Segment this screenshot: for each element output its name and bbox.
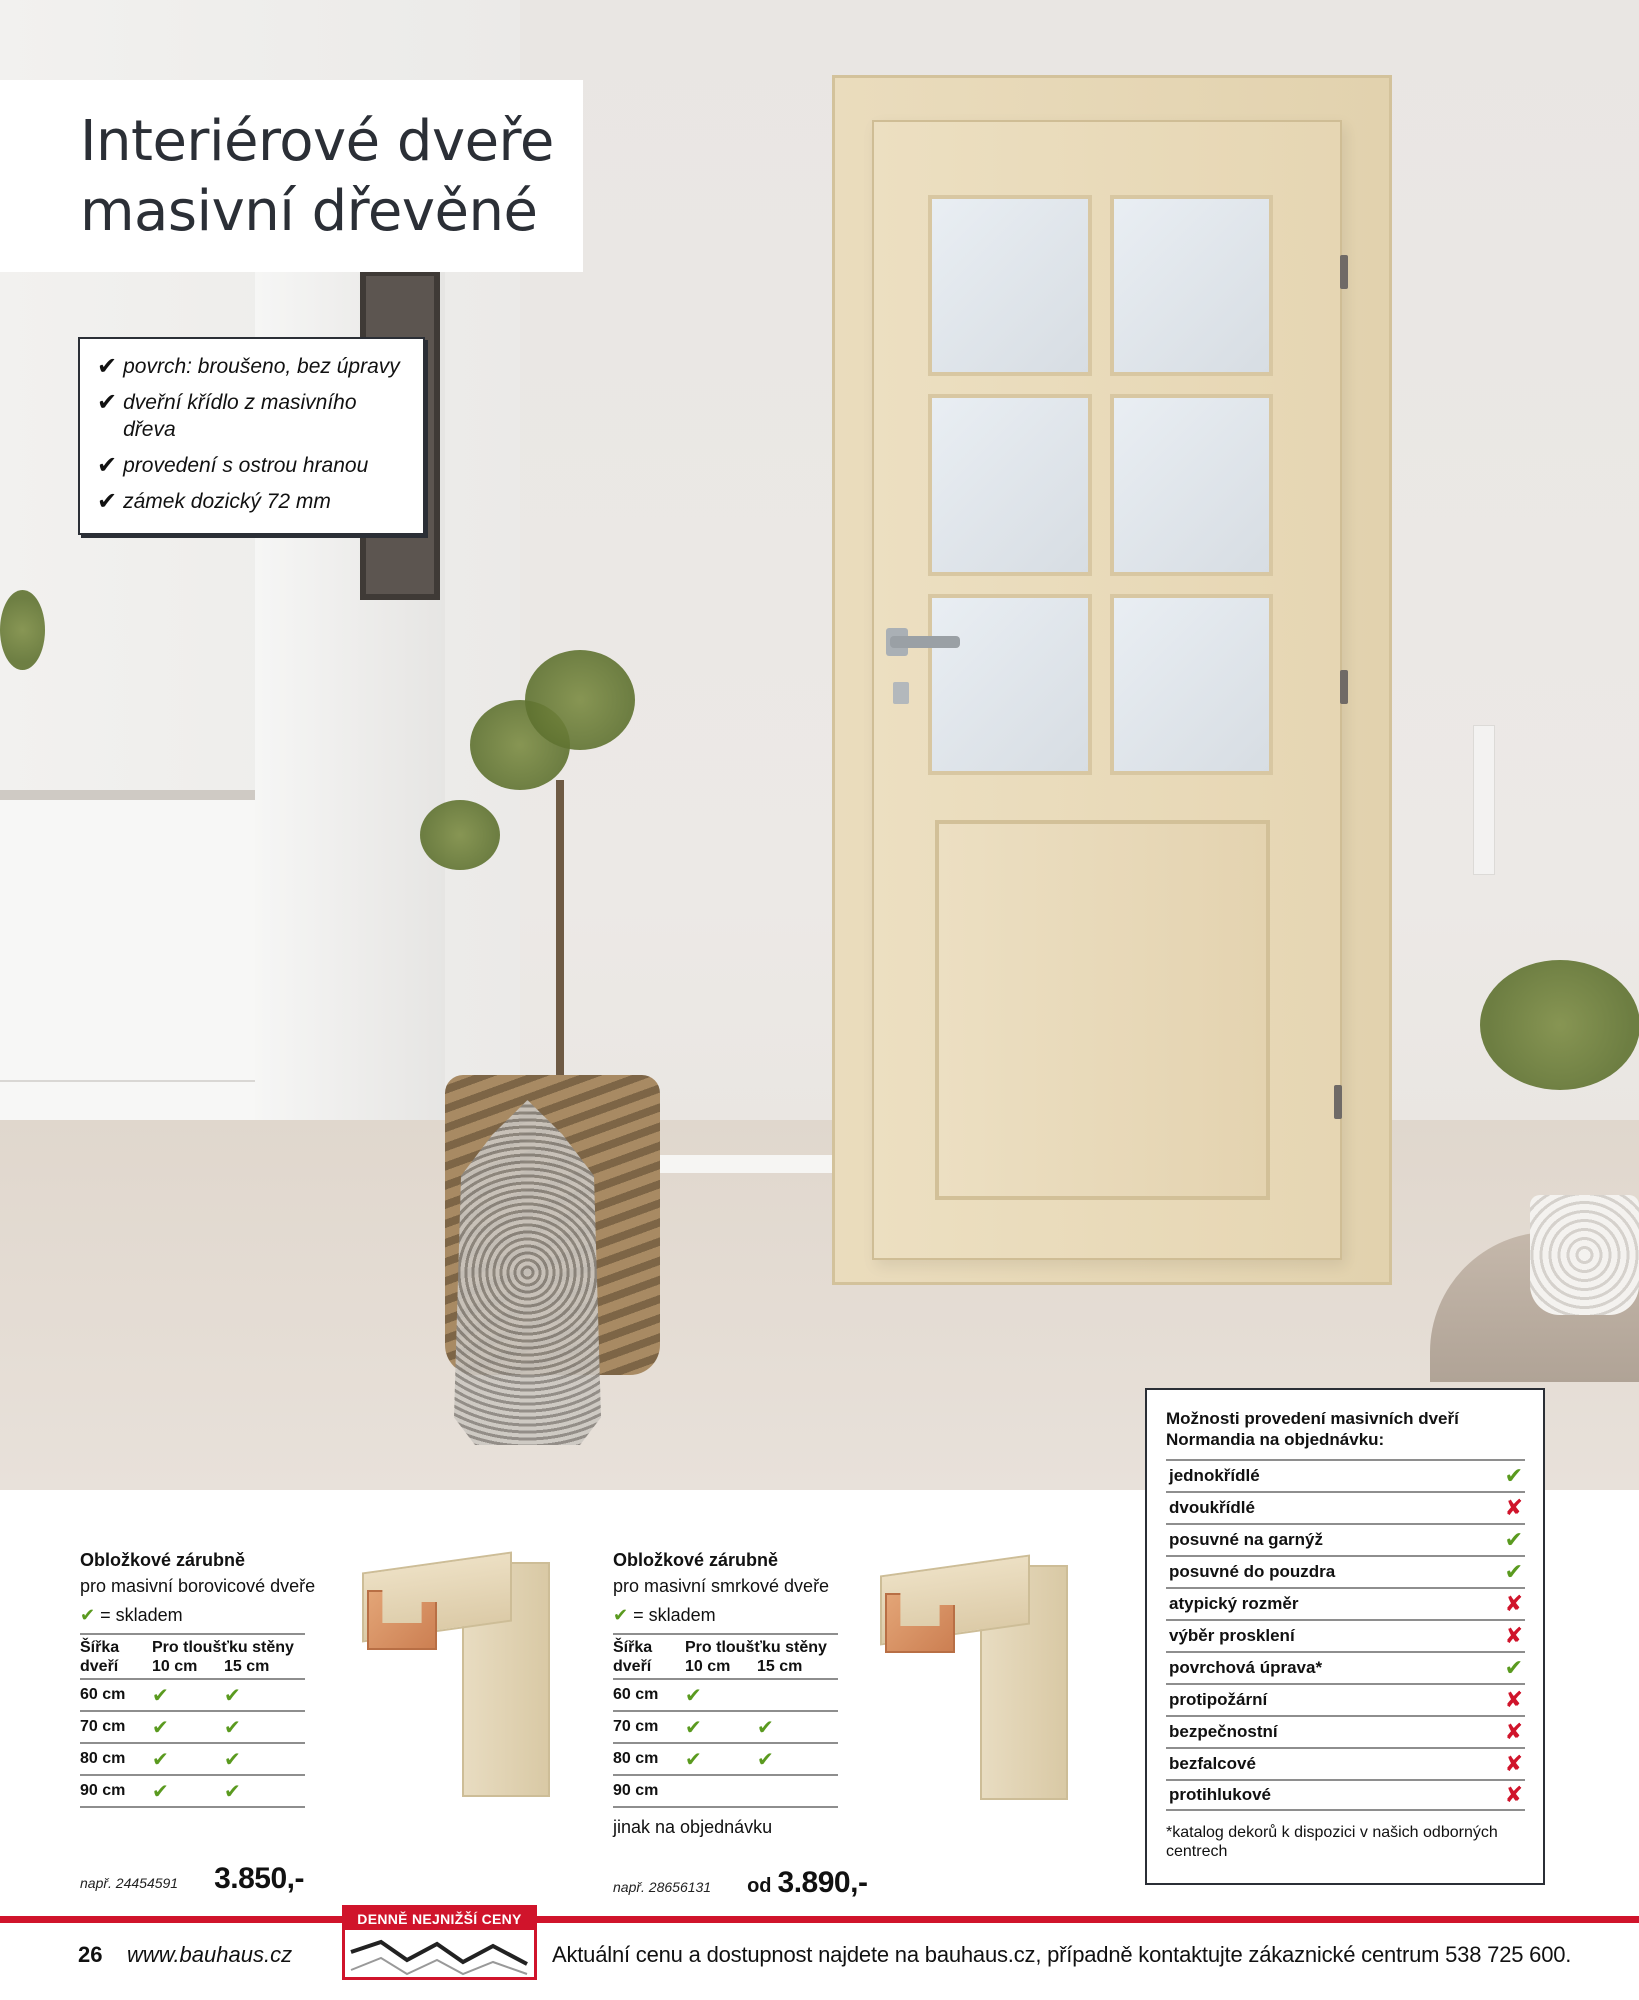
option-label: protihlukové: [1169, 1785, 1272, 1804]
glass-pane: [928, 195, 1092, 376]
width-cell: 70 cm: [80, 1711, 152, 1743]
table-row: [80, 1679, 305, 1711]
checkmark-icon: ✔: [685, 1743, 757, 1775]
width-cell: 70 cm: [613, 1711, 685, 1743]
option-row: [1166, 1779, 1525, 1811]
cross-icon: ✘: [1504, 1751, 1523, 1776]
checkmark-icon: ✔: [152, 1775, 224, 1807]
option-label: posuvné do pouzdra: [1169, 1562, 1336, 1581]
table-row: [80, 1743, 305, 1775]
door-glass-panes: [928, 195, 1273, 775]
option-label: povrchová úprava*: [1169, 1658, 1323, 1677]
title-line-2: masivní dřevěné: [80, 179, 538, 244]
features-box: [78, 337, 425, 535]
light-switch: [1473, 725, 1495, 875]
col-10-header: 10 cm: [152, 1658, 198, 1675]
price-zigzag-icon: [345, 1930, 534, 1977]
feature-item: [97, 353, 413, 380]
col-thickness-header: Pro tloušťku stěny: [685, 1634, 838, 1657]
product-pine-frames: [80, 1548, 330, 1808]
cross-icon: ✘: [1504, 1591, 1523, 1616]
badge-label: DENNĚ NEJNIŽŠÍ CENY: [345, 1908, 534, 1930]
product-subtitle: pro masivní borovicové dveře: [80, 1576, 316, 1596]
product-price-row: [613, 1866, 867, 1900]
empty-cell: [757, 1775, 838, 1807]
feature-text: povrch: broušeno, bez úpravy: [123, 355, 400, 378]
price: 3.850,-: [214, 1862, 304, 1895]
col-15-header: 15 cm: [757, 1658, 803, 1675]
checkmark-icon: ✔: [97, 488, 118, 515]
checkmark-icon: ✔: [152, 1679, 224, 1711]
checkmark-icon: ✔: [1504, 1559, 1523, 1584]
article-number: např. 24454591: [80, 1875, 179, 1891]
col-thickness-header: Pro tloušťku stěny: [152, 1634, 305, 1657]
plant-foliage: [1480, 960, 1639, 1090]
table-row: [80, 1775, 305, 1807]
options-title: Možnosti provedení masivních dveří Normandia na objednávku:: [1166, 1409, 1459, 1449]
option-row: [1166, 1619, 1525, 1651]
width-cell: 60 cm: [80, 1679, 152, 1711]
product-title: Obložkové zárubně: [613, 1550, 779, 1570]
col-width-header: Šířka dveří: [80, 1634, 152, 1679]
empty-cell: [685, 1775, 757, 1807]
feature-item: [97, 452, 413, 479]
page-number: 26: [78, 1942, 103, 1967]
table-row: [613, 1679, 838, 1711]
feature-item: [97, 488, 413, 515]
plant-trunk: [556, 780, 564, 1080]
price: 3.890,-: [777, 1866, 868, 1899]
feature-text: zámek dozický 72 mm: [123, 490, 331, 513]
option-label: bezpečnostní: [1169, 1722, 1278, 1741]
checkmark-icon: ✔: [80, 1605, 96, 1625]
table-row: [613, 1775, 838, 1807]
options-list: [1166, 1459, 1525, 1811]
checkmark-icon: ✔: [613, 1605, 629, 1625]
checkmark-icon: ✔: [224, 1775, 305, 1807]
stock-legend: [80, 1601, 330, 1629]
option-row: [1166, 1491, 1525, 1523]
cross-icon: ✘: [1504, 1782, 1523, 1807]
glass-pane: [1110, 195, 1274, 376]
option-row: [1166, 1651, 1525, 1683]
door-handle-icon: [890, 636, 960, 648]
option-label: jednokřídlé: [1169, 1466, 1260, 1485]
glass-pane: [1110, 594, 1274, 775]
checkmark-icon: ✔: [685, 1679, 757, 1711]
option-row: [1166, 1523, 1525, 1555]
option-label: posuvné na garnýž: [1169, 1530, 1323, 1549]
feature-item: [97, 389, 413, 443]
checkmark-icon: ✔: [1504, 1527, 1523, 1552]
hinge-icon: [1340, 255, 1348, 289]
article-number: např. 28656131: [613, 1879, 712, 1895]
page-title: [0, 80, 583, 272]
hinge-icon: [1334, 1085, 1342, 1119]
cross-icon: ✘: [1504, 1623, 1523, 1648]
stock-legend-text: = skladem: [628, 1605, 716, 1625]
feature-text: dveřní křídlo z masivního dřeva: [123, 391, 357, 441]
col-15-header: 15 cm: [224, 1658, 270, 1675]
footer-rule: [0, 1916, 1639, 1923]
option-row: [1166, 1747, 1525, 1779]
cross-icon: ✘: [1504, 1495, 1523, 1520]
checkmark-icon: ✔: [1504, 1655, 1523, 1680]
table-row: [613, 1743, 838, 1775]
checkmark-icon: ✔: [685, 1711, 757, 1743]
checkmark-icon: ✔: [757, 1743, 838, 1775]
glass-pane: [928, 394, 1092, 575]
footer-contact-text: Aktuální cenu a dostupnost najdete na bauhaus.cz, případně kontaktujte zákaznické centrum 538 725 600.: [552, 1942, 1572, 1967]
width-cell: 80 cm: [613, 1743, 685, 1775]
checkmark-icon: ✔: [97, 389, 118, 416]
plant-foliage: [0, 590, 45, 670]
option-label: dvoukřídlé: [1169, 1498, 1255, 1517]
glass-pane: [1110, 394, 1274, 575]
option-row: [1166, 1683, 1525, 1715]
option-label: atypický rozměr: [1169, 1594, 1299, 1613]
plant-foliage: [420, 800, 500, 870]
price-prefix: od: [747, 1875, 772, 1897]
options-note: *katalog dekorů k dispozici v našich odborných centrech: [1166, 1824, 1498, 1860]
lowest-price-badge: [342, 1905, 537, 1980]
size-table: [613, 1633, 838, 1808]
width-cell: 60 cm: [613, 1679, 685, 1711]
checkmark-icon: ✔: [97, 452, 118, 479]
option-label: bezfalcové: [1169, 1754, 1256, 1773]
stock-legend: [613, 1601, 863, 1629]
checkmark-icon: ✔: [224, 1679, 305, 1711]
option-row: [1166, 1459, 1525, 1491]
plant-foliage: [525, 650, 635, 750]
options-box: [1145, 1388, 1545, 1885]
option-label: výběr prosklení: [1169, 1626, 1295, 1645]
checkmark-icon: ✔: [152, 1743, 224, 1775]
website-link[interactable]: www.bauhaus.cz: [127, 1942, 293, 1967]
option-row: [1166, 1555, 1525, 1587]
option-row: [1166, 1715, 1525, 1747]
product-price-row: [80, 1862, 304, 1896]
width-cell: 90 cm: [80, 1775, 152, 1807]
stock-legend-text: = skladem: [95, 1605, 183, 1625]
cross-icon: ✘: [1504, 1687, 1523, 1712]
option-label: protipožární: [1169, 1690, 1268, 1709]
feature-text: provedení s ostrou hranou: [123, 454, 369, 477]
checkmark-icon: ✔: [97, 353, 118, 380]
order-note: jinak na objednávku: [613, 1817, 773, 1837]
keyhole-icon: [893, 682, 909, 704]
cross-icon: ✘: [1504, 1719, 1523, 1744]
door-frame-product-image: [362, 1552, 562, 1802]
checkmark-icon: ✔: [1504, 1463, 1523, 1488]
option-row: [1166, 1587, 1525, 1619]
title-line-1: Interiérové dveře: [80, 109, 554, 174]
table-row: [613, 1711, 838, 1743]
product-subtitle: pro masivní smrkové dveře: [613, 1576, 830, 1596]
door-frame-product-image: [880, 1555, 1080, 1805]
width-cell: 80 cm: [80, 1743, 152, 1775]
product-title: Obložkové zárubně: [80, 1550, 246, 1570]
glass-pane: [928, 594, 1092, 775]
col-width-header: Šířka dveří: [613, 1634, 685, 1679]
product-spruce-frames: [613, 1548, 863, 1840]
table-row: [80, 1711, 305, 1743]
checkmark-icon: ✔: [757, 1711, 838, 1743]
empty-cell: [757, 1679, 838, 1711]
col-10-header: 10 cm: [685, 1658, 731, 1675]
door-lower-panel: [935, 820, 1270, 1200]
plant-pot: [1530, 1195, 1639, 1315]
checkmark-icon: ✔: [152, 1711, 224, 1743]
checkmark-icon: ✔: [224, 1711, 305, 1743]
hinge-icon: [1340, 670, 1348, 704]
size-table: [80, 1633, 305, 1808]
width-cell: 90 cm: [613, 1775, 685, 1807]
checkmark-icon: ✔: [224, 1743, 305, 1775]
